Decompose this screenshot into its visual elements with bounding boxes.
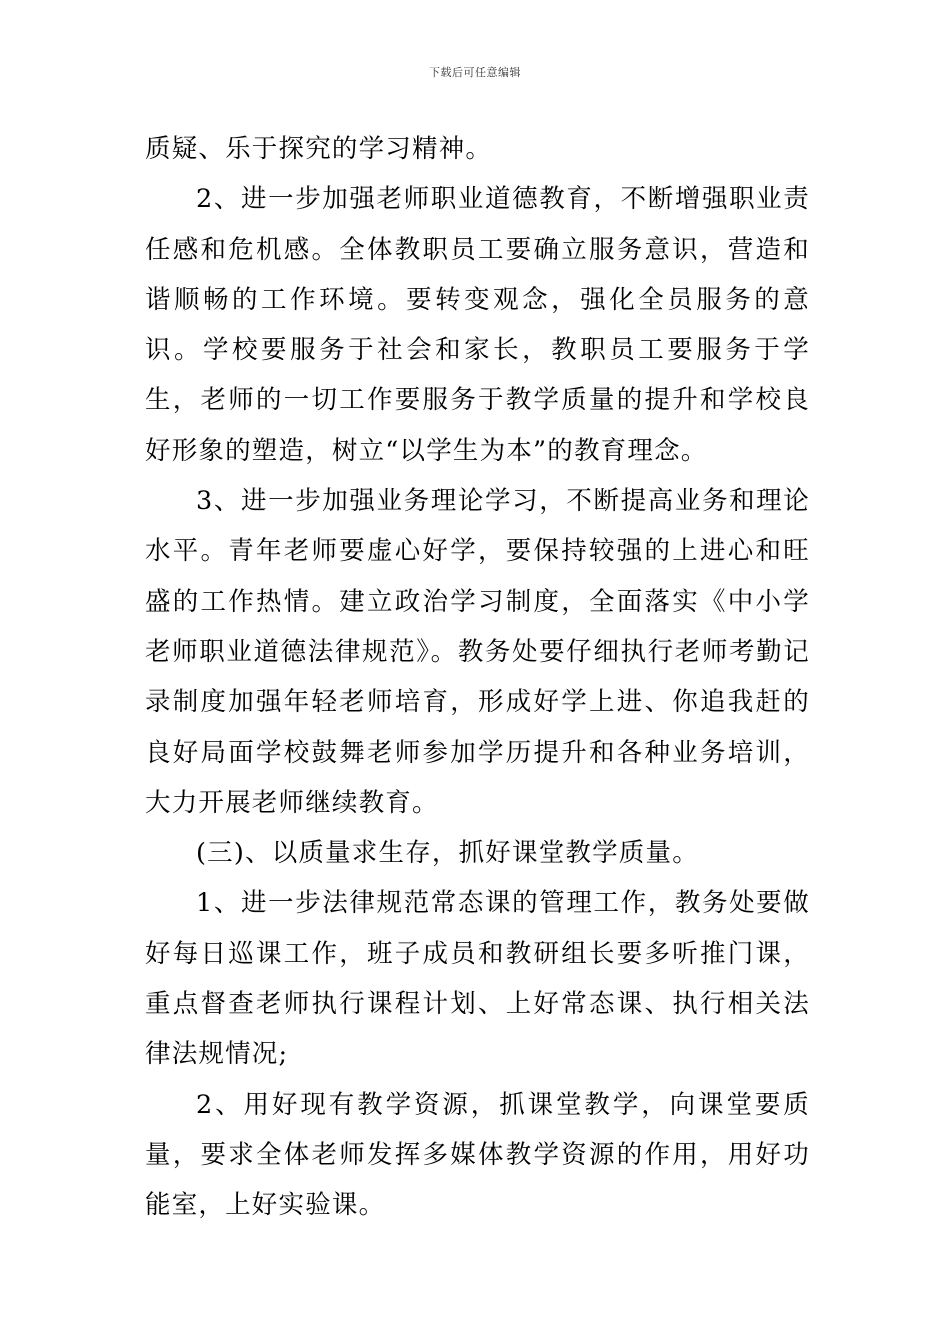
paragraph-continuation: 质疑、乐于探究的学习精神。 [145, 134, 493, 164]
section-heading-3: (三)、以质量求生存，抓好课堂教学质量。 [196, 838, 699, 869]
document-body [145, 124, 810, 1231]
paragraph-item-1-regular-class: 1、进一步法律规范常态课的管理工作，教务处要做好每日巡课工作，班子成员和教研组长要多听推门课，重点督查老师执行课程计划、上好常态课、执行相关法律法规情况; [145, 888, 810, 1070]
paragraph-item-2-ethics: 2、进一步加强老师职业道德教育，不断增强职业责任感和危机感。全体教职员工要确立服务意识，营造和谐顺畅的工作环境。要转变观念，强化全员服务的意识。学校要服务于社会和家长，教职员工要服务于学生，老师的一切工作要服务于教学质量的提升和学校良好形象的塑造，树立“以学生为本”的教育理念。 [145, 184, 810, 466]
paragraph-item-3-study: 3、进一步加强业务理论学习，不断提高业务和理论水平。青年老师要虚心好学，要保持较强的上进心和旺盛的工作热情。建立政治学习制度，全面落实《中小学老师职业道德法律规范》。教务处要仔细执行老师考勤记录制度加强年轻老师培育，形成好学上进、你追我赶的良好局面学校鼓舞老师参加学历提升和各种业务培训，大力开展老师继续教育。 [145, 486, 810, 818]
page-header: 下载后可任意编辑 [429, 66, 521, 79]
paragraph-item-2-resources: 2、用好现有教学资源，抓课堂教学，向课堂要质量，要求全体老师发挥多媒体教学资源的作用，用好功能室，上好实验课。 [145, 1089, 810, 1221]
